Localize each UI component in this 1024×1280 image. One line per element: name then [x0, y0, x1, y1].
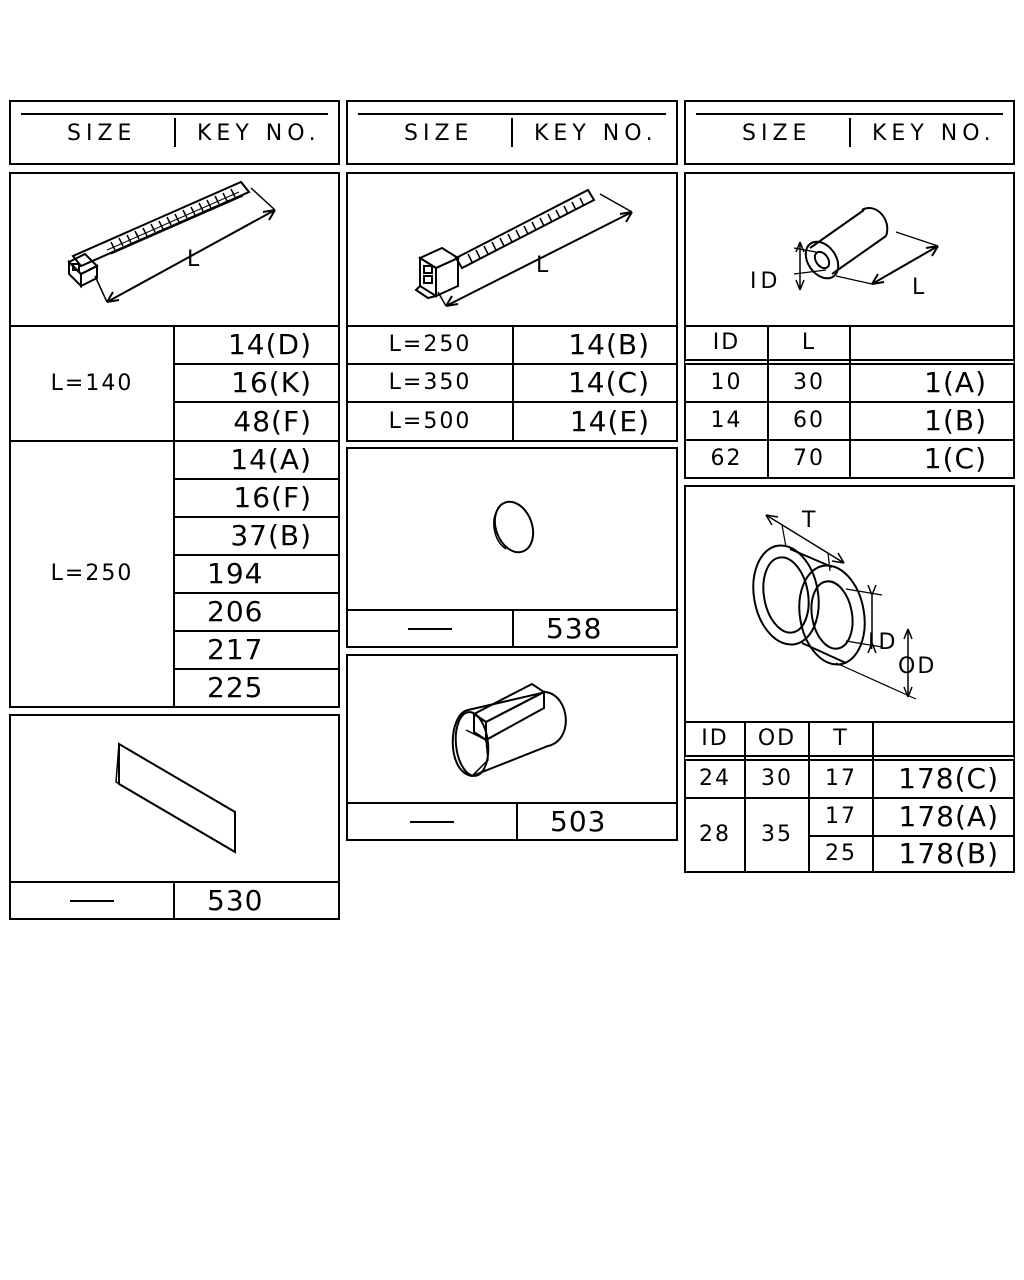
header-rule [358, 113, 666, 115]
plate-size-cell [9, 881, 175, 920]
header-divider [849, 118, 851, 147]
tube-head-l [767, 325, 851, 365]
grom-head-od [744, 721, 810, 761]
key-number: 530 [207, 883, 264, 917]
tube-id-value: 62 [710, 446, 743, 471]
grom-t-cell [808, 759, 874, 799]
disc-icon [348, 449, 676, 609]
size-label: L=140 [50, 370, 134, 396]
key-number: 14(A) [230, 443, 312, 476]
grom-od-value: 35 [761, 822, 793, 847]
rubber-block-icon [348, 656, 676, 802]
column-header: T [833, 726, 849, 751]
key-cell [173, 668, 340, 708]
header-divider [174, 118, 176, 147]
key-number: 178(B) [898, 837, 999, 870]
column-header: L [801, 330, 817, 355]
tube-id-cell [684, 363, 769, 403]
grom-t-value: 17 [825, 804, 857, 829]
header-rule [696, 113, 1003, 115]
header-col2 [346, 100, 678, 165]
grom-t-cell [808, 797, 874, 837]
column-header: OD [757, 726, 797, 751]
column-header: ID [701, 726, 729, 751]
key-number: 503 [550, 804, 607, 838]
grom-head-key [872, 721, 1015, 761]
plate-image-panel [9, 714, 340, 883]
grom-head-id [684, 721, 746, 761]
key-number: 16(F) [233, 481, 312, 514]
cable-tie-a-icon [11, 174, 338, 325]
key-number: 1(C) [923, 442, 987, 475]
key-cell [849, 401, 1015, 441]
tube-l-value: 30 [793, 370, 825, 395]
tube-icon [686, 174, 1013, 325]
block-key-cell [516, 802, 678, 841]
tube-head-id [684, 325, 769, 365]
header-size-label: SIZE [742, 121, 812, 146]
grommet-dim-id-label: ID [868, 630, 900, 655]
grom-od-cell [744, 797, 810, 873]
key-number: 16(K) [231, 366, 312, 399]
key-number: 14(B) [568, 328, 650, 361]
grommet-image-panel [684, 485, 1015, 723]
grommet-dim-od-label: OD [898, 654, 937, 679]
grom-head-t [808, 721, 874, 761]
tube-l-cell [767, 401, 851, 441]
key-cell [173, 363, 340, 403]
tube-id-cell [684, 439, 769, 479]
cable-tie-a-image-panel [9, 172, 340, 327]
block-size-cell [346, 802, 518, 841]
key-cell [173, 401, 340, 442]
grom-id-value: 28 [699, 822, 731, 847]
grom-t-value: 25 [825, 841, 857, 866]
header-col1 [9, 100, 340, 165]
grommet-icon [686, 487, 1013, 721]
key-cell [173, 325, 340, 365]
key-number: 538 [546, 611, 603, 645]
size-cell [346, 401, 514, 442]
key-number: 14(E) [569, 404, 650, 438]
key-number: 1(A) [924, 366, 987, 399]
header-size-label: SIZE [67, 121, 137, 146]
size-label: L=250 [388, 332, 472, 357]
tube-id-cell [684, 401, 769, 441]
tie-dim-l-label: L [187, 247, 200, 272]
key-cell [173, 478, 340, 518]
plate-key-cell [173, 881, 340, 920]
disc-image-panel [346, 447, 678, 611]
block-image-panel [346, 654, 678, 804]
header-rule [21, 113, 328, 115]
key-number: 14(D) [227, 328, 312, 361]
header-divider [511, 118, 513, 147]
disc-key-cell [512, 609, 678, 648]
key-cell [849, 363, 1015, 403]
tube-l-cell [767, 439, 851, 479]
tube-id-value: 10 [710, 370, 743, 395]
header-col3 [684, 100, 1015, 165]
key-number: 194 [207, 557, 264, 590]
key-cell [872, 759, 1015, 799]
grom-id-cell [684, 797, 746, 873]
size-label: L=250 [50, 561, 134, 586]
grom-t-value: 17 [825, 766, 857, 791]
tube-dim-id-label: ID [750, 269, 782, 294]
size-label: L=350 [388, 370, 472, 395]
plate-icon [11, 716, 338, 881]
grom-od-cell [744, 759, 810, 799]
cable-tie-b-image-panel [346, 172, 678, 327]
cable-tie-b-icon [348, 174, 676, 325]
size-cell-l250 [9, 440, 175, 708]
header-keyno-label: KEY NO. [534, 121, 658, 146]
key-cell [872, 835, 1015, 873]
tube-id-value: 14 [710, 408, 743, 433]
size-label: L=500 [388, 408, 472, 434]
key-number: 178(A) [898, 800, 999, 833]
key-number: 1(B) [924, 404, 987, 437]
key-number: 225 [207, 671, 264, 704]
tube-head-key [849, 325, 1015, 365]
key-cell [173, 516, 340, 556]
key-cell [173, 440, 340, 480]
header-keyno-label: KEY NO. [872, 121, 996, 146]
dash-symbol [408, 628, 452, 630]
key-cell [512, 325, 678, 365]
key-cell [173, 630, 340, 670]
tube-image-panel [684, 172, 1015, 327]
key-number: 48(F) [233, 404, 312, 438]
key-cell [849, 439, 1015, 479]
disc-size-cell [346, 609, 514, 648]
key-cell [872, 797, 1015, 837]
grom-id-value: 24 [699, 766, 731, 791]
key-number: 14(C) [567, 366, 650, 399]
tube-l-cell [767, 363, 851, 403]
size-cell [346, 325, 514, 365]
key-number: 178(C) [898, 762, 999, 795]
key-cell [512, 363, 678, 403]
tube-l-value: 60 [793, 408, 825, 433]
tie-dim-l-label: L [536, 253, 549, 278]
key-number: 217 [207, 633, 264, 666]
tube-l-value: 70 [793, 446, 825, 471]
key-cell [173, 554, 340, 594]
grom-t-cell [808, 835, 874, 873]
grommet-dim-t-label: T [802, 508, 816, 533]
dash-symbol [410, 821, 454, 823]
grom-id-cell [684, 759, 746, 799]
key-cell [512, 401, 678, 442]
key-number: 37(B) [230, 519, 312, 552]
key-number: 206 [207, 595, 264, 628]
column-header: ID [712, 330, 741, 355]
tube-dim-l-label: L [912, 275, 925, 300]
header-size-label: SIZE [404, 121, 474, 146]
grom-od-value: 30 [761, 766, 793, 791]
header-keyno-label: KEY NO. [197, 121, 321, 146]
key-cell [173, 592, 340, 632]
size-cell-l140 [9, 325, 175, 442]
dash-symbol [70, 900, 114, 902]
size-cell [346, 363, 514, 403]
